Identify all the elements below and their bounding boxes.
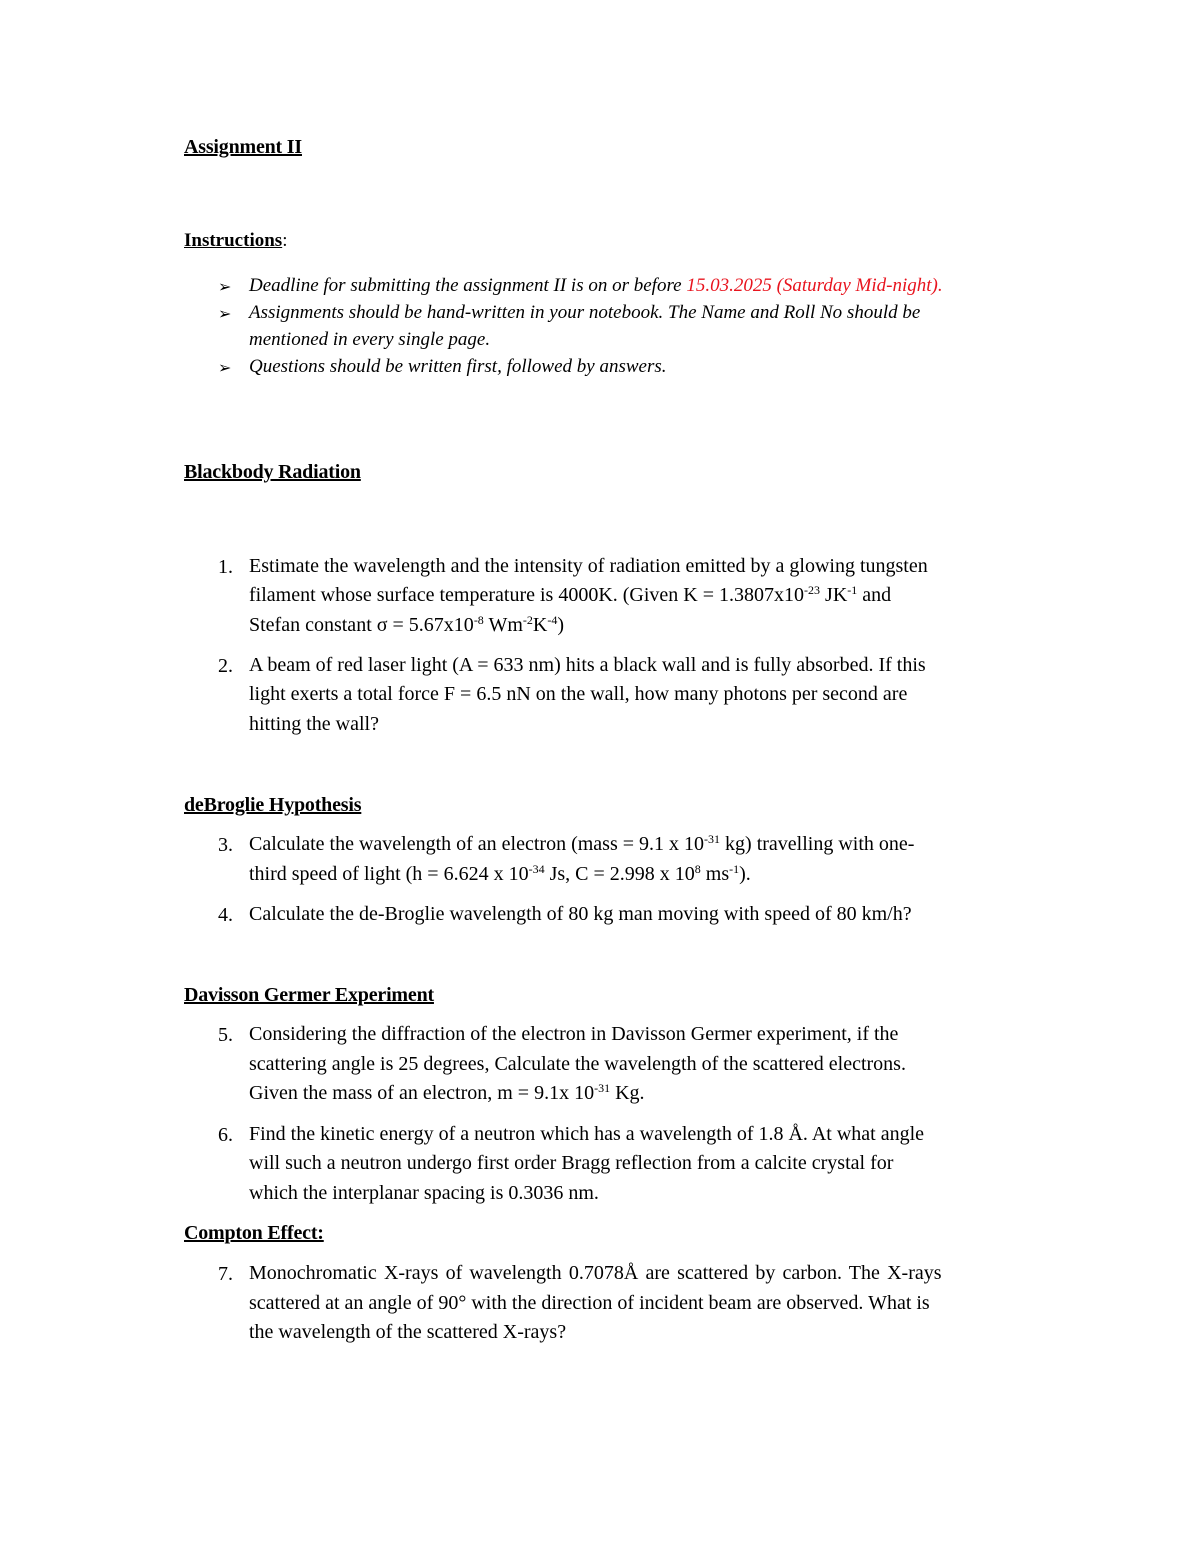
q5-text: Kg. xyxy=(610,1082,645,1104)
q3-text: ). xyxy=(739,863,751,885)
question-5-line1: Considering the diffraction of the electron in Davisson Germer experiment, if the xyxy=(249,1023,899,1045)
instructions-colon: : xyxy=(282,230,288,251)
question-1-line2 xyxy=(249,581,891,611)
question-3-line1 xyxy=(249,830,914,860)
q3-text: third speed of light (h = 6.624 x 10 xyxy=(249,863,529,885)
instructions-heading xyxy=(184,230,287,252)
bullet-arrow-icon: ➢ xyxy=(218,306,232,323)
section-heading-compton: Compton Effect: xyxy=(184,1222,324,1244)
q3-text: Js, C = 2.998 x 10 xyxy=(544,863,695,885)
q1-text: ) xyxy=(557,614,565,636)
q1-text: Stefan constant σ = 5.67x10 xyxy=(249,614,474,636)
q3-exponent: -31 xyxy=(704,832,721,846)
question-1-line1: Estimate the wavelength and the intensity of radiation emitted by a glowing tungsten xyxy=(249,555,928,577)
instruction-deadline xyxy=(249,275,943,297)
q3-exponent: 8 xyxy=(694,862,701,876)
question-2-line1: A beam of red laser light (A = 633 nm) hits a black wall and is fully absorbed. If this xyxy=(249,654,926,676)
question-4-line1: Calculate the de-Broglie wavelength of 80 kg man moving with speed of 80 km/h? xyxy=(249,903,912,925)
question-2-line2: light exerts a total force F = 6.5 nN on the wall, how many photons per second are xyxy=(249,683,908,705)
section-heading-blackbody: Blackbody Radiation xyxy=(184,461,361,483)
instructions-heading-text: Instructions xyxy=(184,230,283,251)
q3-exponent: -1 xyxy=(729,862,740,876)
question-number: 3. xyxy=(218,834,233,856)
question-3-line2 xyxy=(249,860,751,890)
q3-text: Calculate the wavelength of an electron (mass = 9.1 x 10 xyxy=(249,833,705,855)
section-heading-debroglie: deBroglie Hypothesis xyxy=(184,794,362,816)
question-6-line1: Find the kinetic energy of a neutron which has a wavelength of 1.8 Å. At what angle xyxy=(249,1123,925,1145)
question-number: 6. xyxy=(218,1124,233,1146)
question-number: 7. xyxy=(218,1263,233,1285)
q3-text: kg) travelling with one- xyxy=(720,833,915,855)
document-title: Assignment II xyxy=(184,136,302,158)
instruction-deadline-text: Deadline for submitting the assignment II is on or before xyxy=(249,275,687,296)
question-5-line3 xyxy=(249,1079,645,1109)
section-heading-davisson: Davisson Germer Experiment xyxy=(184,984,434,1006)
question-7-line3: the wavelength of the scattered X-rays? xyxy=(249,1321,567,1343)
deadline-date: 15.03.2025 (Saturday Mid-night). xyxy=(686,275,943,296)
q1-exponent: -4 xyxy=(547,613,558,627)
bullet-arrow-icon: ➢ xyxy=(218,279,232,296)
bullet-arrow-icon: ➢ xyxy=(218,360,232,377)
q1-text: K xyxy=(532,614,548,636)
q1-text: Wm xyxy=(483,614,523,636)
q3-exponent: -34 xyxy=(528,862,545,876)
instruction-handwritten-line2: mentioned in every single page. xyxy=(249,329,491,350)
q1-text: JK xyxy=(820,584,848,606)
question-2-line3: hitting the wall? xyxy=(249,713,379,735)
q1-exponent: -8 xyxy=(473,613,484,627)
instruction-handwritten-line1: Assignments should be hand-written in your notebook. The Name and Roll No should be xyxy=(249,302,921,323)
question-number: 4. xyxy=(218,904,233,926)
q3-text: ms xyxy=(700,863,730,885)
q1-exponent: -23 xyxy=(804,583,821,597)
question-number: 1. xyxy=(218,556,233,578)
instruction-order: Questions should be written first, followed by answers. xyxy=(249,356,667,377)
question-number: 2. xyxy=(218,655,233,677)
question-6-line3: which the interplanar spacing is 0.3036 nm. xyxy=(249,1182,599,1204)
q1-text: and xyxy=(857,584,892,606)
question-7-line1: Monochromatic X-rays of wavelength 0.7078Å are scattered by carbon. The X-rays xyxy=(249,1262,942,1284)
q5-exponent: -31 xyxy=(594,1081,611,1095)
q1-exponent: -1 xyxy=(847,583,858,597)
question-5-line2: scattering angle is 25 degrees, Calculate the wavelength of the scattered electrons. xyxy=(249,1053,906,1075)
q1-text: filament whose surface temperature is 4000K. (Given K = 1.3807x10 xyxy=(249,584,805,606)
question-6-line2: will such a neutron undergo first order Bragg reflection from a calcite crystal for xyxy=(249,1152,894,1174)
q5-text: Given the mass of an electron, m = 9.1x 10 xyxy=(249,1082,595,1104)
question-1-line3 xyxy=(249,611,564,641)
question-number: 5. xyxy=(218,1024,233,1046)
q1-exponent: -2 xyxy=(522,613,533,627)
question-7-line2: scattered at an angle of 90° with the direction of incident beam are observed. What is xyxy=(249,1292,930,1314)
